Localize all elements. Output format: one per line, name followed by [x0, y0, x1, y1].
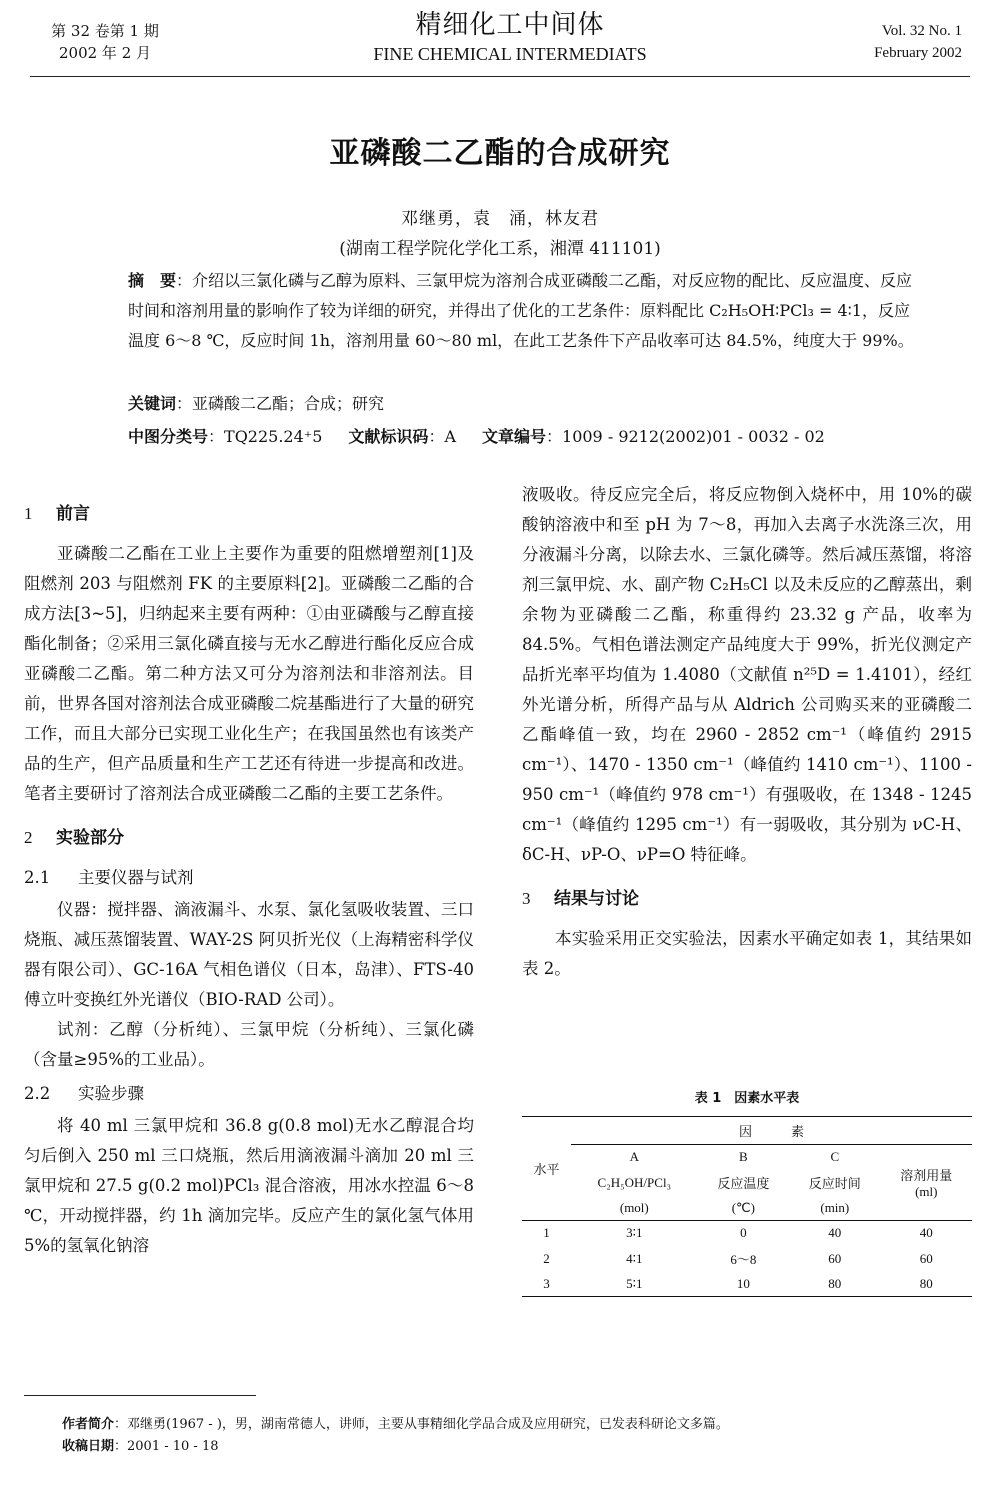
abstract-label: 摘 要: [128, 271, 177, 290]
col-a-sub: C₂H₅OH/PCl₃: [597, 1174, 672, 1190]
author-bio: 作者简介：邓继勇(1967 - )，男，湖南常德人，讲师，主要从事精细化学品合成及应用研究，已发表科研论文多篇。: [62, 1417, 729, 1432]
col-a: A: [629, 1149, 639, 1164]
keywords-text: ：亚磷酸二乙酯；合成；研究: [176, 394, 385, 413]
affiliation: (湖南工程学院化学化工系，湘潭 411101): [339, 239, 661, 259]
reagents-paragraph: 试剂：乙醇（分析纯）、三氯甲烷（分析纯）、三氯化磷（含量≥95%的工业品）。: [24, 1020, 474, 1069]
factor-header: 因 素: [571, 1117, 972, 1145]
clc-label: 中图分类号: [128, 427, 209, 446]
factor-level-table: [522, 1116, 972, 1297]
section-2-2-heading: 2.2 实验步骤: [24, 1084, 144, 1103]
section-2-heading: 2 实验部分: [24, 828, 124, 848]
col-a-unit: (mol): [619, 1200, 649, 1215]
footnote: [62, 1414, 729, 1458]
doc-code-value: ：A: [428, 427, 456, 446]
abstract-text: ：介绍以三氯化磷与乙醇为原料、三氯甲烷为溶剂合成亚磷酸二乙酯，对反应物的配比、反应温度、反应时间和溶剂用量的影响作了较为详细的研究，并得出了优化的工艺条件：原料配比 C₂H₅OH∶PCl₃ = 4∶1，反应温度 6～8 ℃，反应时间 1h，溶剂用量 60～80 ml，在此工艺条件下产品收率可达 84.5%，纯度大于 99%。: [128, 271, 914, 350]
footnote-rule: [24, 1395, 256, 1396]
journal-name: [300, 8, 720, 66]
procedure-paragraph: 将 40 ml 三氯甲烷和 36.8 g(0.8 mol)无水乙醇混合均匀后倒入 250 ml 三口烧瓶，然后用滴液漏斗滴加 20 ml 三氯甲烷和 27.5 g(0.2 mol)PCl₃ 混合溶液，用冰水控温 6～8 ℃，开动搅拌器，约 1h 滴加完毕。反应产生的氯化氢气体用 5%的氢氧化钠溶: [24, 1116, 474, 1255]
col-b-unit: (℃): [731, 1200, 755, 1215]
col-c-unit: (min): [820, 1200, 850, 1215]
date-en: February 2002: [874, 45, 962, 61]
paper-title: 亚磷酸二乙酯的合成研究: [329, 136, 671, 171]
authors: 邓继勇，袁 涌，林友君: [401, 209, 599, 229]
journal-title-en: FINE CHEMICAL INTERMEDIATS: [373, 44, 647, 64]
header-left: [40, 20, 170, 64]
section-3-heading: 3 结果与讨论: [522, 889, 639, 909]
right-column: [522, 480, 972, 984]
col-b: B: [739, 1149, 748, 1164]
volume-issue-cn: 第 32 卷第 1 期: [51, 22, 159, 40]
received-date: 收稿日期：2001 - 10 - 18: [62, 1439, 219, 1454]
table-row: 3 5∶1 10 80 80: [522, 1272, 972, 1297]
date-cn: 2002 年 2 月: [58, 44, 152, 62]
header-rule: [30, 76, 970, 77]
keywords: [128, 391, 384, 414]
section-2-1-heading: 2.1 主要仪器与试剂: [24, 868, 194, 887]
table-row: 2 4∶1 6～8 60 60: [543, 1250, 933, 1267]
table-row: 1 3∶1 0 40 40: [543, 1225, 933, 1240]
table-1-caption: 表 1 因素水平表: [694, 1091, 800, 1106]
article-no-label: 文章编号: [482, 427, 547, 446]
classification-line: [128, 424, 825, 447]
left-column: [24, 495, 474, 1261]
abstract: [90, 266, 920, 356]
col-c-sub: 反应时间: [808, 1176, 861, 1191]
keywords-label: 关键词: [128, 394, 177, 413]
header-right: [874, 20, 962, 64]
journal-title-cn: 精细化工中间体: [415, 10, 605, 40]
col-c: C: [830, 1149, 840, 1164]
section-1-paragraph: 亚磷酸二乙酯在工业上主要作为重要的阻燃增塑剂[1]及阻燃剂 203 与阻燃剂 FK 的主要原料[2]。亚磷酸二乙酯的合成方法[3~5]，归纳起来主要有两种：①由亚磷酸与乙醇直接酯化制备；②采用三氯化磷直接与无水乙醇进行酯化反应合成亚磷酸二乙酯。第二种方法又可分为溶剂法和非溶剂法。目前，世界各国对溶剂法合成亚磷酸二烷基酯进行了大量的研究工作，而且大部分已实现工业化生产；在我国虽然也有该类产品的生产，但产品质量和生产工艺还有待进一步提高和改进。笔者主要研讨了溶剂法合成亚磷酸二乙酯的主要工艺条件。: [24, 544, 474, 803]
procedure-continued: 液吸收。待反应完全后，将反应物倒入烧杯中，用 10%的碳酸钠溶液中和至 pH 为 7～8，再加入去离子水洗涤三次，用分液漏斗分离，以除去水、三氯化磷等。然后减压蒸馏，将溶剂三氯甲烷、水、副产物 C₂H₅Cl 以及未反应的乙醇蒸出，剩余物为亚磷酸二乙酯，称重得约 23.32 g 产品，收率为 84.5%。气相色谱法测定产品纯度大于 99%，折光仪测定产品折光率平均值为 1.4080（文献值 n²⁵D = 1.4101），经红外光谱分析，所得产品与从 Aldrich 公司购买来的亚磷酸二乙酯峰值一致，均在 2960 - 2852 cm⁻¹（峰值约 2915 cm⁻¹）、1470 - 1350 cm⁻¹（峰值约 1410 cm⁻¹）、1100 - 950 cm⁻¹（峰值约 978 cm⁻¹）有强吸收，在 1348 - 1245 cm⁻¹（峰值约 1295 cm⁻¹）有一弱吸收，其分别为 νC-H、δC-H、νP-O、νP=O 特征峰。: [522, 485, 972, 864]
col-d: 溶剂用量 (ml): [900, 1168, 953, 1199]
clc-value: ：TQ225.24⁺5: [208, 427, 323, 446]
table-1: [522, 1087, 972, 1297]
doc-code-label: 文献标识码: [348, 427, 429, 446]
instruments-paragraph: 仪器：搅拌器、滴液漏斗、水泵、氯化氢吸收装置、三口烧瓶、减压蒸馏装置、WAY-2S 阿贝折光仪（上海精密科学仪器有限公司）、GC-16A 气相色谱仪（日本，岛津）、FTS-40 傅立叶变换红外光谱仪（BIO-RAD 公司）。: [24, 900, 474, 1009]
section-1-heading: 1 前言: [24, 504, 90, 524]
section-3-paragraph: 本实验采用正交实验法，因素水平确定如表 1，其结果如表 2。: [522, 929, 972, 978]
level-header: 水平: [533, 1162, 560, 1177]
col-b-sub: 反应温度: [717, 1176, 770, 1191]
article-no-value: ：1009 - 9212(2002)01 - 0032 - 02: [546, 427, 825, 446]
volume-issue-en: Vol. 32 No. 1: [881, 23, 962, 39]
